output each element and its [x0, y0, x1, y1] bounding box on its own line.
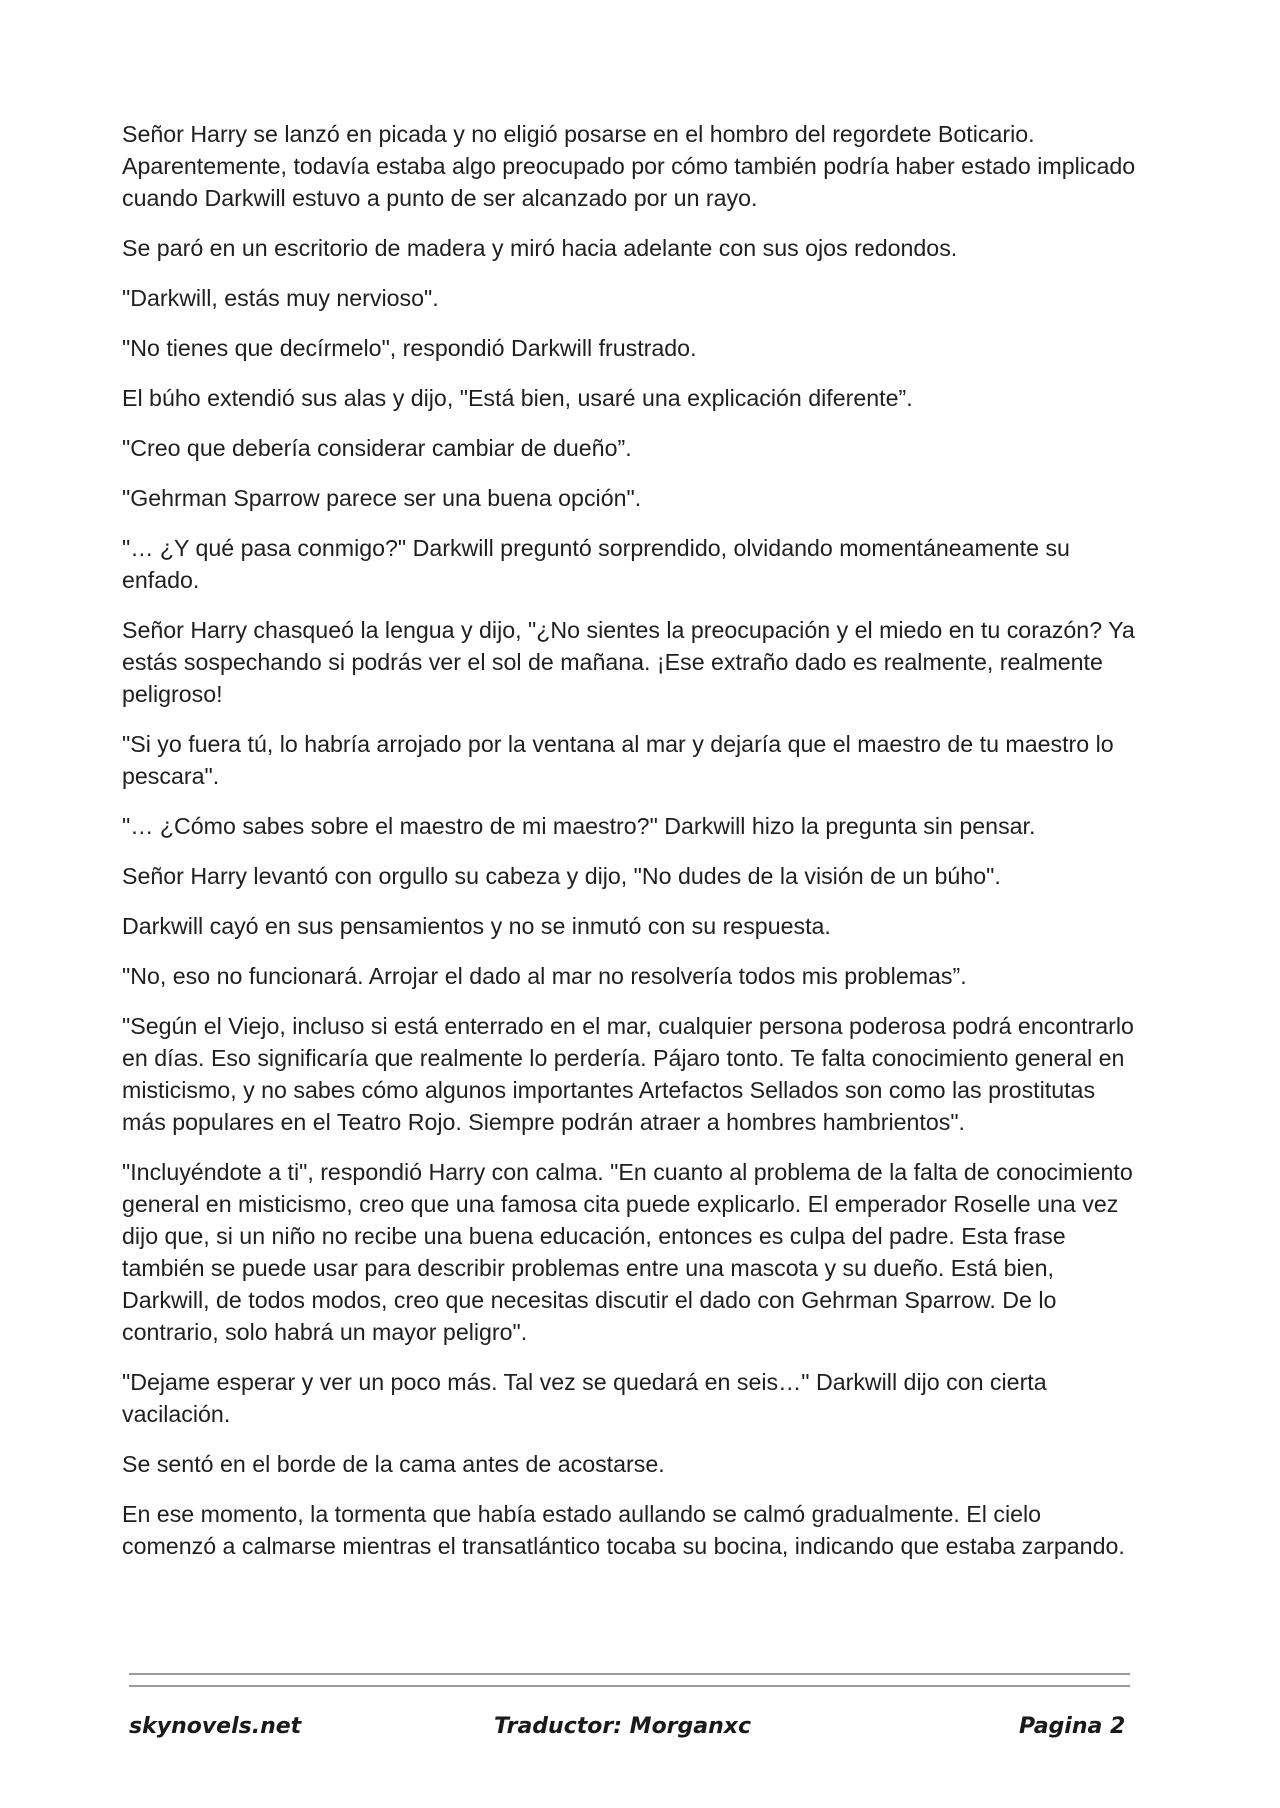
footer-page-number: Pagina 2 [1019, 1714, 1126, 1739]
paragraph: Señor Harry se lanzó en picada y no eligió posarse en el hombro del regordete Boticario. Aparentemente, todavía estaba algo preocupado por cómo también podría haber estado implicado cuando Darkwill estuvo a punto de ser alcanzado por un rayo. [122, 121, 1136, 211]
paragraph: "Dejame esperar y ver un poco más. Tal vez se quedará en seis…" Darkwill dijo con cierta vacilación. [122, 1369, 1047, 1427]
footer-divider [129, 1673, 1130, 1687]
paragraph: Se paró en un escritorio de madera y miró hacia adelante con sus ojos redondos. [122, 235, 958, 261]
paragraph: "… ¿Y qué pasa conmigo?" Darkwill preguntó sorprendido, olvidando momentáneamente su enfado. [122, 535, 1070, 593]
paragraph: "Gehrman Sparrow parece ser una buena opción". [122, 485, 642, 511]
paragraph: "Si yo fuera tú, lo habría arrojado por la ventana al mar y dejaría que el maestro de tu maestro lo pescara". [122, 731, 1114, 789]
footer-divider-line [129, 1673, 1130, 1675]
paragraph: "Incluyéndote a ti", respondió Harry con calma. "En cuanto al problema de la falta de conocimiento general en misticismo, creo que una famosa cita puede explicarlo. El emperador Roselle una vez dijo que, si un niño no recibe una buena educación, entonces es culpa del padre. Esta frase también se puede usar para describir problemas entre una mascota y su dueño. Está bien, Darkwill, de todos modos, creo que necesitas discutir el dado con Gehrman Sparrow. De lo contrario, solo habrá un mayor peligro". [122, 1159, 1133, 1345]
document-body [122, 118, 1137, 1580]
paragraph: Se sentó en el borde de la cama antes de acostarse. [122, 1451, 665, 1477]
paragraph: En ese momento, la tormenta que había estado aullando se calmó gradualmente. El cielo comenzó a calmarse mientras el transatlántico tocaba su bocina, indicando que estaba zarpando. [122, 1501, 1125, 1559]
paragraph: "No tienes que decírmelo", respondió Darkwill frustrado. [122, 335, 697, 361]
paragraph: "No, eso no funcionará. Arrojar el dado al mar no resolvería todos mis problemas”. [122, 963, 967, 989]
footer-divider-line [129, 1685, 1130, 1687]
paragraph: "… ¿Cómo sabes sobre el maestro de mi maestro?" Darkwill hizo la pregunta sin pensar. [122, 813, 1036, 839]
paragraph: "Según el Viejo, incluso si está enterrado en el mar, cualquier persona poderosa podrá encontrarlo en días. Eso significaría que realmente lo perdería. Pájaro tonto. Te falta conocimiento general en misticismo, y no sabes cómo algunos importantes Artefactos Sellados son como las prostitutas más populares en el Teatro Rojo. Siempre podrán atraer a hombres hambrientos". [122, 1013, 1134, 1135]
paragraph: Señor Harry chasqueó la lengua y dijo, "¿No sientes la preocupación y el miedo en tu corazón? Ya estás sospechando si podrás ver el sol de mañana. ¡Ese extraño dado es realmente, realmente peligroso! [122, 617, 1135, 707]
paragraph: Señor Harry levantó con orgullo su cabeza y dijo, "No dudes de la visión de un búho". [122, 863, 1001, 889]
paragraph: Darkwill cayó en sus pensamientos y no se inmutó con su respuesta. [122, 913, 831, 939]
footer-translator: Traductor: Morganxc [494, 1714, 752, 1739]
paragraph: El búho extendió sus alas y dijo, "Está bien, usaré una explicación diferente”. [122, 385, 913, 411]
footer-site: skynovels.net [129, 1714, 302, 1739]
paragraph: "Darkwill, estás muy nervioso". [122, 285, 439, 311]
paragraph: "Creo que debería considerar cambiar de dueño”. [122, 435, 632, 461]
